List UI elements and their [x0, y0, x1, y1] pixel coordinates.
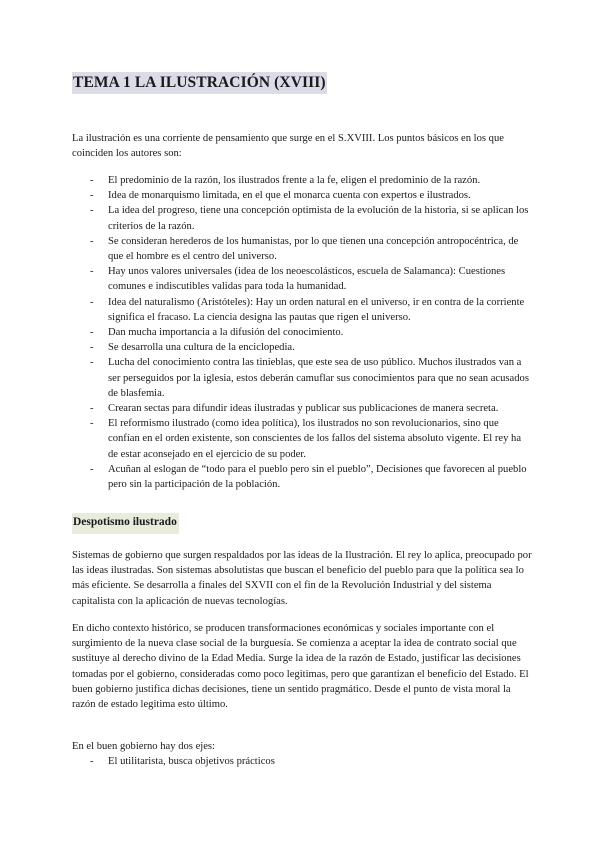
- bullet-marker: -: [90, 463, 94, 475]
- list-item: [90, 295, 530, 325]
- list-item-text: Lucha del conocimiento contra las tinieblas, que este sea de uso público. Muchos ilustrados van a ser perseguidos por la iglesia, estos deberán camuflar sus conocimientos para que no sean acusados de blasfemia.: [108, 357, 529, 399]
- list-item-text: Idea del naturalismo (Aristóteles): Hay un orden natural en el universo, ir en contra de la corriente significa el fracaso. La ciencia designa las pautas que rigen el universo.: [108, 296, 525, 323]
- list-item: [90, 462, 530, 492]
- list-item: [90, 234, 530, 264]
- bullet-marker: -: [90, 175, 94, 186]
- bullet-marker: -: [90, 403, 94, 415]
- list-item: [90, 203, 530, 233]
- list-item-text: El reformismo ilustrado (como idea política), los ilustrados no son revolucionarios, sino que confían en el orden existente, son conscientes de los fallos del sistema absoluto vigente. El rey ha de estar aconsejado en el ejercicio de su poder.: [108, 418, 522, 460]
- list-item: [90, 754, 530, 769]
- list-item: [90, 401, 530, 416]
- list-item: [90, 416, 530, 462]
- list-item: [90, 264, 530, 294]
- paragraph: En el buen gobierno hay dos ejes:: [72, 741, 215, 752]
- key-points-list: [90, 173, 530, 492]
- sub-points-list: [90, 754, 530, 769]
- paragraph: Sistemas de gobierno que surgen respaldados por las ideas de la Ilustración. El rey lo aplica, preocupado por las ideas ilustradas. Son sistemas absolutistas que buscan el beneficio del pueblo para que la política sea lo más eficiente. Se desarrolla a finales del SXVII con el fin de la Revolución Industrial y del sistema capitalista con la aplicación de nuevas tecnologías.: [72, 550, 532, 607]
- list-item-text: Acuñan al eslogan de “todo para el pueblo pero sin el pueblo”, Decisiones que favorecen al pueblo pero sin la participación de la población.: [108, 463, 527, 491]
- list-item-text: El utilitarista, busca objetivos prácticos: [108, 756, 275, 767]
- bullet-marker: -: [90, 357, 94, 369]
- list-item: [90, 340, 530, 355]
- list-item-text: Hay unos valores universales (idea de los neoescolásticos, escuela de Salamanca): Cuestiones comunes e indiscutibles validas para toda la humanidad.: [108, 266, 506, 293]
- bullet-marker: -: [90, 296, 94, 308]
- bullet-marker: -: [90, 756, 94, 767]
- section-heading: Despotismo ilustrado: [72, 513, 179, 534]
- bullet-marker: -: [90, 342, 94, 354]
- list-item: [90, 355, 530, 401]
- bullet-marker: -: [90, 190, 94, 202]
- list-item-text: El predominio de la razón, los ilustrados frente a la fe, eligen el predominio de la razón.: [108, 175, 481, 186]
- list-item-text: La idea del progreso, tiene una concepción optimista de la evolución de la historia, si se aplican los criterios de la razón.: [108, 205, 529, 232]
- list-item: [90, 173, 530, 188]
- bullet-marker: -: [90, 235, 94, 247]
- document-title: TEMA 1 LA ILUSTRACIÓN (XVIII): [72, 72, 327, 94]
- list-item: [90, 325, 530, 340]
- list-item: [90, 188, 530, 203]
- bullet-marker: -: [90, 418, 94, 430]
- list-item-text: Se desarrolla una cultura de la enciclopedia.: [108, 342, 295, 354]
- list-item-text: Se consideran herederos de los humanistas, por lo que tienen una concepción antropocéntrica, de que el hombre es el centro del universo.: [108, 235, 519, 263]
- intro-paragraph: La ilustración es una corriente de pensamiento que surge en el S.XVIII. Los puntos básicos en los que coinciden los autores son:: [72, 133, 504, 160]
- bullet-marker: -: [90, 266, 94, 278]
- list-item-text: Dan mucha importancia a la difusión del conocimiento.: [108, 327, 344, 339]
- list-item-text: Crearan sectas para difundir ideas ilustradas y publicar sus publicaciones de manera secreta.: [108, 403, 499, 415]
- bullet-marker: -: [90, 327, 94, 339]
- bullet-marker: -: [90, 205, 94, 217]
- list-item-text: Idea de monarquismo limitada, en el que el monarca cuenta con expertos e ilustrados.: [108, 190, 471, 202]
- paragraph: En dicho contexto histórico, se producen transformaciones económicas y sociales importante con el surgimiento de la nueva clase social de la burguesía. Se comienza a aceptar la idea de contrato social que sustituye al derecho divino de la Edad Media. Surge la idea de la razón de Estado, justificar las decisiones tomadas por el gobierno, consideradas como poco legitimas, pero que garantizan el beneficio del Estado. El buen gobierno justifica dichas decisiones, tiene un sentido pragmático. Desde el punto de vista moral la razón de estado legitima esto último.: [72, 623, 529, 711]
